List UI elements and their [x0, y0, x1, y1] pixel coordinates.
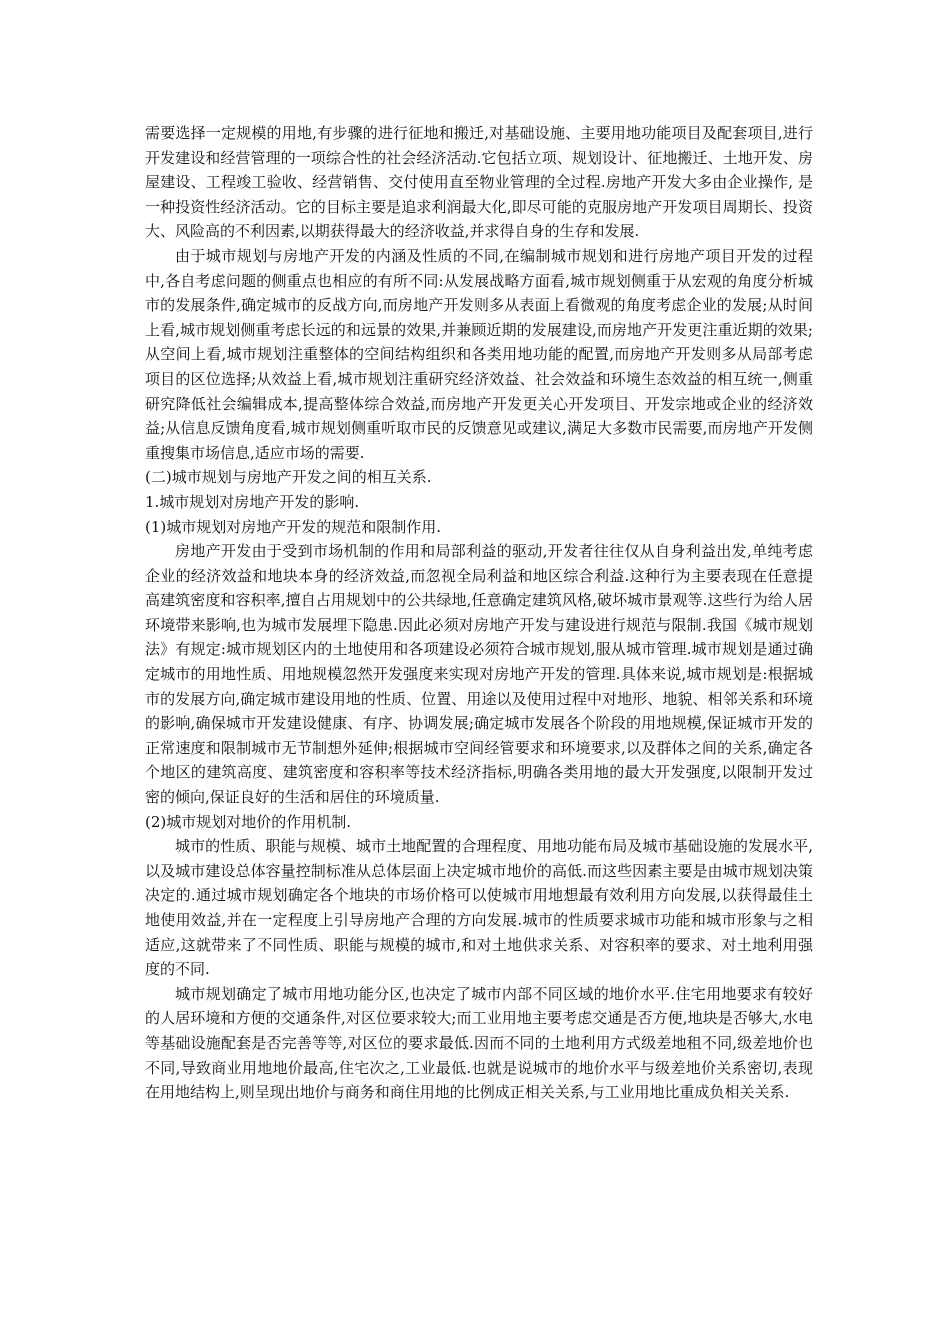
subsection-heading-land-price: (2)城市规划对地价的作用机制.	[145, 812, 352, 831]
paragraph-land-use-zoning: 城市规划确定了城市用地功能分区,也决定了城市内部不同区域的地价水平.住宅用地要求有较好的人居环境和方便的交通条件,对区位要求较大;而工业用地主要考虑交通是否方便,地块是否够大,水电等基础设施配套是否完善等等,对区位的要求最低.因而不同的土地利用方式级差地租不同,级差地价也不同,导致商业用地地价最高,住宅次之,工业最低.也就是说城市的地价水平与级差地价关系密切,表现在用地结构上,则呈现出地价与商务和商住用地的比例成正相关关系,与工业用地比重成负相关关系.	[145, 984, 813, 1102]
section-heading-relationship: (二)城市规划与房地产开发之间的相互关系.	[145, 468, 432, 487]
paragraph-differences: 由于城市规划与房地产开发的内涵及性质的不同,在编制城市规划和进行房地产项目开发的过程中,各自考虑问题的侧重点也相应的有所不同:从发展战略方面看,城市规划侧重于从宏观的角度分析城市的发展条件,确定城市的反战方向,而房地产开发则多从表面上看微观的角度考虑企业的发展;从时间上看,城市规划侧重考虑长远的和远景的效果,并兼顾近期的发展建设,而房地产开发更注重近期的效果;从空间上看,城市规划注重整体的空间结构组织和各类用地功能的配置,而房地产开发则多从局部考虑项目的区位选择;从效益上看,城市规划注重研究经济效益、社会效益和环境生态效益的相互统一,侧重研究降低社会编辑成本,提高整体综合效益,而房地产开发更关心开发项目、开发宗地或企业的经济效益;从信息反馈角度看,城市规划侧重听取市民的反馈意见或建议,满足大多数市民需要,而房地产开发侧重搜集市场信息,适应市场的需要.	[145, 246, 813, 462]
paragraph-regulation: 房地产开发由于受到市场机制的作用和局部利益的驱动,开发者往往仅从自身利益出发,单纯考虑企业的经济效益和地块本身的经济效益,而忽视全局利益和地区综合利益.这种行为主要表现在任意提高建筑密度和容积率,擅自占用规划中的公共绿地,任意确定建筑风格,破坏城市景观等.这些行为给人居环境带来影响,也为城市发展埋下隐患.因此必须对房地产开发与建设进行规范与限制.我国《城市规划法》有规定:城市规划区内的土地使用和各项建设必须符合城市规划,服从城市管理.城市规划是通过确定城市的用地性质、用地规模忽然开发强度来实现对房地产开发的管理.具体来说,城市规划是:根据城市的发展方向,确定城市建设用地的性质、位置、用途以及使用过程中对地形、地貌、相邻关系和环境的影响,确保城市开发建设健康、有序、协调发展;确定城市发展各个阶段的用地规模,保证城市开发的正常速度和限制城市无节制想外延伸;根据城市空间经管要求和环境要求,以及群体之间的关系,确定各个地区的建筑高度、建筑密度和容积率等技术经济指标,明确各类用地的最大开发强度,以限制开发过密的倾向,保证良好的生活和居住的环境质量.	[145, 542, 813, 807]
paragraph-land-price-mechanism: 城市的性质、职能与规模、城市土地配置的合理程度、用地功能布局及城市基础设施的发展水平,以及城市建设总体容量控制标准从总体层面上决定城市地价的高低.而这些因素主要是由城市规划决策决定的.通过城市规划确定各个地块的市场价格可以使城市用地想最有效利用方向发展,以获得最佳土地使用效益,并在一定程度上引导房地产合理的方向发展.城市的性质要求城市功能和城市形象与之相适应,这就带来了不同性质、职能与规模的城市,和对土地供求关系、对容积率的要求、对土地利用强度的不同.	[145, 837, 813, 979]
subsection-heading-regulation: (1)城市规划对房地产开发的规范和限制作用.	[145, 517, 442, 536]
paragraph-intro-continuation: 需要选择一定规模的用地,有步骤的进行征地和搬迁,对基础设施、主要用地功能项目及配套项目,进行开发建设和经营管理的一项综合性的社会经济活动.它包括立项、规划设计、征地搬迁、土地开发、房屋建设、工程竣工验收、经营销售、交付使用直至物业管理的全过程.房地产开发大多由企业操作, 是一种投资性经济活动。它的目标主要是追求利润最大化,即尽可能的克服房地产开发项目周期长、投资大、风险高的不利因素,以期获得最大的经济收益,并求得自身的生存和发展.	[145, 124, 813, 241]
document-body	[145, 121, 813, 1105]
subsection-heading-influence: 1.城市规划对房地产开发的影响.	[145, 492, 360, 511]
